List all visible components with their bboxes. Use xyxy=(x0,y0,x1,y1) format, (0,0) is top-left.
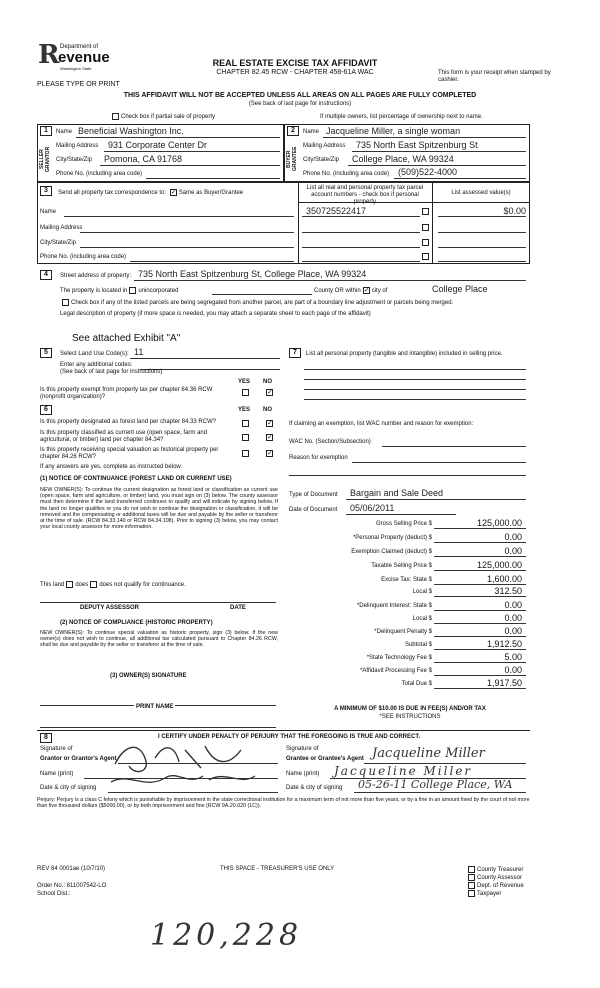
buyer-name[interactable]: Jacqueline Miller, a single woman xyxy=(326,126,461,136)
deputy-assessor-label: DEPUTY ASSESSOR xyxy=(80,605,140,611)
logo-sub: Washington State xyxy=(60,66,92,71)
amount-value[interactable]: 125,000.00 xyxy=(476,560,522,570)
copy-label: County Treasurer xyxy=(477,867,524,874)
section-8-number: 8 xyxy=(40,733,52,743)
grantee-sig-of-label: Signature of xyxy=(286,746,319,752)
historic-no-checkbox[interactable] xyxy=(266,450,273,457)
copy-label: County Assessor xyxy=(477,875,523,882)
buyer-phone[interactable]: (509)522-4000 xyxy=(398,167,458,177)
unincorporated-checkbox[interactable] xyxy=(129,287,136,294)
parcel-header: List all real and personal property tax parcel account numbers - check box if personal xyxy=(306,185,424,198)
amount-label: Local $ xyxy=(412,589,432,595)
amount-value[interactable]: 312.50 xyxy=(494,586,522,596)
property-city[interactable]: College Place xyxy=(432,284,488,294)
section-2-number: 2 xyxy=(287,126,299,136)
multiple-owners-note: If multiple owners, list percentage of ownership next to name. xyxy=(320,114,483,120)
s6-no-header: NO xyxy=(263,407,272,413)
grantee-signature: Jacqueline Miller xyxy=(372,746,485,761)
print-name-label: PRINT NAME xyxy=(136,704,174,710)
if-yes-note: If any answers are yes, complete as instructed below. xyxy=(40,464,183,470)
amount-label: Taxable Selling Price $ xyxy=(371,563,432,569)
segregated-label: Check box if any of the listed parcels are being segregated from another parcel, are part of a boundary line adjustment or parcels being merged. xyxy=(71,300,454,307)
amount-label: Exemption Claimed (deduct) $ xyxy=(351,549,432,555)
see-back-line: (See back of last page for instructions) xyxy=(248,101,352,107)
document-type[interactable]: Bargain and Sale Deed xyxy=(350,488,444,498)
seller-side-label: SELLER GRANTOR xyxy=(39,146,51,172)
treasurer-space: THIS SPACE - TREASURER'S USE ONLY xyxy=(220,866,335,872)
amount-value[interactable]: 125,000.00 xyxy=(476,518,522,528)
copy-checkbox[interactable] xyxy=(468,874,475,881)
exempt-yes-checkbox[interactable] xyxy=(242,389,249,396)
section-5-number: 5 xyxy=(40,348,52,358)
amount-label: Subtotal $ xyxy=(404,642,432,648)
located-label: The property is located in xyxy=(60,288,128,295)
copy-checkbox[interactable] xyxy=(468,890,475,897)
amount-label: *Delinquent Interest: State $ xyxy=(356,603,432,609)
does-checkbox[interactable] xyxy=(66,581,73,588)
logo-r: R xyxy=(38,40,60,70)
s5-no-header: NO xyxy=(263,379,272,385)
amount-value[interactable]: 0.00 xyxy=(504,546,522,556)
forest-question: Is this property designated as forest land per chapter 84.33 RCW? xyxy=(40,419,217,425)
does-not-checkbox[interactable] xyxy=(90,581,97,588)
s3-name-label: Name xyxy=(40,209,57,215)
current-use-no-checkbox[interactable] xyxy=(266,434,273,441)
amount-label: Excise Tax: State $ xyxy=(381,577,432,583)
seller-city[interactable]: Pomona, CA 91768 xyxy=(104,154,183,164)
seller-phone-label: Phone No. (including area code) xyxy=(56,171,143,177)
amount-label: *Delinquent Penalty $ xyxy=(374,629,432,635)
seller-name[interactable]: Beneficial Washington Inc. xyxy=(78,126,184,136)
owner-signature-label: (3) OWNER(S) SIGNATURE xyxy=(110,673,187,679)
wac-label: WAC No. (Section/Subsection) xyxy=(289,439,371,445)
grantor-agent-label: Grantor or Grantor's Agent xyxy=(40,756,117,762)
city-of-checkbox[interactable] xyxy=(363,287,370,294)
dor-logo xyxy=(36,40,126,74)
handwritten-note: 120,228 xyxy=(150,918,303,953)
assessed-header: List assessed value(s) xyxy=(451,190,511,196)
notice-continuance-title: (1) NOTICE OF CONTINUANCE (FOREST LAND OR CURRENT USE) xyxy=(40,476,232,482)
certify-statement: I CERTIFY UNDER PENALTY OF PERJURY THAT THE FOREGOING IS TRUE AND CORRECT. xyxy=(158,734,421,740)
copy-item xyxy=(466,882,524,890)
notice-continuance-body: NEW OWNER(S): To continue the current designation as forest land or classification as current use (open space, farm and agriculture, or timber) land, you must sign on (3) below. The county assessor must then determine if the land transferred continues to qualify and will indicate by signing below. If the land no longer qualifies or you do not wish to continue the designation or classification, it will be removed and the compensating or additional taxes will be due and payable by the seller or transferor at the time of sale. (RCW 84.33.140 or RCW 84.34.108). Prior to signing (3) below, you may contact your local county assessor for more information. xyxy=(40,487,278,531)
send-label: Send all property tax correspondence to: xyxy=(58,190,167,197)
notice-compliance-title: (2) NOTICE OF COMPLIANCE (HISTORIC PROPERTY) xyxy=(60,620,213,626)
parcel-number[interactable]: 350725522417 xyxy=(306,206,367,216)
land-use-code[interactable]: 11 xyxy=(134,347,144,357)
s6-yes-header: YES xyxy=(238,407,251,413)
legal-description[interactable]: See attached Exhibit "A" xyxy=(72,333,181,344)
amount-label: *State Technology Fee $ xyxy=(366,655,432,661)
buyer-address-label: Mailing Address xyxy=(303,143,346,149)
amount-value[interactable]: 0.00 xyxy=(504,665,522,675)
s3-phone-label: Phone No. (including area code) xyxy=(40,254,127,260)
copy-item xyxy=(466,890,524,898)
parcel-1-personal-checkbox[interactable] xyxy=(422,208,429,215)
section-7-number: 7 xyxy=(289,348,301,358)
deputy-date-label: DATE xyxy=(230,605,246,611)
amount-label: Gross Selling Price $ xyxy=(375,521,432,527)
amount-label: *Affidavit Processing Fee $ xyxy=(360,668,432,674)
city-of-label: city of xyxy=(371,288,388,295)
amount-value[interactable]: 1,912.50 xyxy=(486,639,522,649)
rev-number: REV 84 0001ae (10/7/10) xyxy=(37,866,106,872)
partial-sale xyxy=(110,113,215,121)
located-line xyxy=(60,287,178,295)
grantee-name-print[interactable]: Jacqueline Miller xyxy=(334,764,473,778)
segregated-line xyxy=(60,299,530,307)
historic-question: Is this property receiving special valuation as historical property per chapter 84.26 RCW? xyxy=(40,447,219,460)
grantor-sig-of-label: Signature of xyxy=(40,746,73,752)
buyer-name-label: Name xyxy=(303,129,320,135)
street-label: Street address of property: xyxy=(60,273,132,279)
current-use-question: Is this property classified as current use (open space, farm and agricultural, or timber) land per chapter 84.34? xyxy=(40,430,208,443)
buyer-phone-label: Phone No. (including area code) xyxy=(303,171,390,177)
school-district: School Dist.: xyxy=(37,891,71,897)
grantor-name-label: Name (print) xyxy=(40,771,74,777)
seller-address-label: Mailing Address xyxy=(56,143,99,149)
amount-value[interactable]: 0.00 xyxy=(504,613,522,623)
chapter-line: CHAPTER 82.45 RCW - CHAPTER 458-61A WAC xyxy=(216,69,374,76)
copy-label: Dept. of Revenue xyxy=(477,883,524,890)
amount-value[interactable]: 5.00 xyxy=(504,652,522,662)
amount-value[interactable]: 1,600.00 xyxy=(486,574,522,584)
does-not-label: does not qualify for continuance. xyxy=(99,582,186,589)
logo-department: Department of xyxy=(60,44,99,50)
type-or-print: PLEASE TYPE OR PRINT xyxy=(37,81,120,88)
send-correspondence xyxy=(58,189,243,197)
partial-sale-checkbox[interactable] xyxy=(112,113,119,120)
amount-label: Total Due $ xyxy=(401,681,432,687)
same-as-buyer-checkbox[interactable] xyxy=(170,189,177,196)
buyer-address[interactable]: 735 North East Spitzenburg St xyxy=(356,140,478,150)
property-street[interactable]: 735 North East Spitzenburg St, College Place, WA 99324 xyxy=(138,269,367,279)
s3-city-label: City/State/Zip xyxy=(40,240,77,246)
exempt-no-checkbox[interactable] xyxy=(266,389,273,396)
grantor-date-label: Date & city of signing xyxy=(40,785,97,791)
section-3-number: 3 xyxy=(40,186,52,196)
exempt-question: Is this property exempt from property tax per chapter 84.36 RCW (nonprofit organization)? xyxy=(40,387,213,400)
document-type-label: Type of Document xyxy=(289,492,338,498)
amount-value[interactable]: 1,917.50 xyxy=(486,678,522,688)
parcel-4-personal-checkbox[interactable] xyxy=(422,253,429,260)
perjury-notice: Perjury: Perjury is a class C felony which is punishable by imprisonment in the state correctional institution for a maximum term of not more than five years, or by a fine in an amount fixed by the court of not more than five thousand dollars ($5000.00), or by both imprisonment and fine (RCW 9A.20.020 (1C)). xyxy=(37,797,530,810)
parcel-3-personal-checkbox[interactable] xyxy=(422,239,429,246)
copy-checkbox[interactable] xyxy=(468,866,475,873)
grantee-name-label: Name (print) xyxy=(286,771,320,777)
forest-yes-checkbox[interactable] xyxy=(242,420,249,427)
warning-line: THIS AFFIDAVIT WILL NOT BE ACCEPTED UNLESS ALL AREAS ON ALL PAGES ARE FULLY COMPLETED xyxy=(123,92,477,99)
this-land-label: This land xyxy=(40,582,65,589)
parcel-2-personal-checkbox[interactable] xyxy=(422,224,429,231)
notice-compliance-body: NEW OWNER(S): To continue special valuation as historic property, sign (3) below. If the new owner(s) does not wish to continue, all additional tax calculated pursuant to Chapter 84.26 RCW, shall be due and payable by the seller or transferor at the time of sale. xyxy=(40,630,278,649)
land-use-label: Select Land Use Code(s): xyxy=(60,351,129,357)
logo-wordmark: evenue xyxy=(58,49,110,66)
buyer-side-label: BUYER GRANTEE xyxy=(286,146,298,172)
document-date-label: Date of Document xyxy=(289,507,338,513)
reason-label: Reason for exemption xyxy=(289,455,348,461)
buyer-city-label: City/State/Zip xyxy=(303,157,340,163)
personal-property-label: List all personal property (tangible and intangible) included in selling price. xyxy=(306,351,503,357)
buyer-city[interactable]: College Place, WA 99324 xyxy=(352,154,454,164)
grantee-date-label: Date & city of signing xyxy=(286,785,343,791)
seller-address[interactable]: 931 Corporate Center Dr xyxy=(108,140,208,150)
amount-value[interactable]: 0.00 xyxy=(504,626,522,636)
s3-address-label: Mailing Address xyxy=(40,225,83,231)
exemption-label: If claiming an exemption, list WAC number and reason for exemption: xyxy=(289,421,474,427)
s5-yes-header: YES xyxy=(238,379,251,385)
order-number: Order No.: 811007542-LO xyxy=(37,883,107,889)
current-use-yes-checkbox[interactable] xyxy=(242,434,249,441)
copy-item xyxy=(466,866,524,874)
grantee-date-city[interactable]: 05-26-11 College Place, WA xyxy=(358,778,513,791)
amount-value[interactable]: 0.00 xyxy=(504,532,522,542)
same-as-buyer-label: Same as Buyer/Grantee xyxy=(178,190,244,197)
amount-label: *Personal Property (deduct) $ xyxy=(352,535,432,541)
county-label: County OR within xyxy=(314,288,361,295)
copy-item xyxy=(466,874,524,882)
forest-no-checkbox[interactable] xyxy=(266,420,273,427)
assessed-value[interactable]: $0.00 xyxy=(503,206,526,216)
continuance-line xyxy=(40,581,186,589)
historic-yes-checkbox[interactable] xyxy=(242,450,249,457)
unincorporated-label: unincorporated xyxy=(138,288,179,295)
partial-sale-label: Check box if partial sale of property xyxy=(121,114,216,121)
additional-codes-label: Enter any additional codes: xyxy=(60,362,133,368)
legal-description-label: Legal description of property (if more space is needed, you may attach a separate sheet to each page of the affidavit) xyxy=(60,311,371,317)
grantor-signature xyxy=(105,736,265,798)
does-label: does xyxy=(75,582,89,589)
section-5-see-back: (See back of last page for instructions) xyxy=(60,369,163,375)
amount-value[interactable]: 0.00 xyxy=(504,600,522,610)
copy-distribution xyxy=(466,866,524,898)
county-line xyxy=(314,287,387,295)
see-instructions: *SEE INSTRUCTIONS xyxy=(379,714,441,720)
grantee-agent-label: Grantee or Grantee's Agent xyxy=(286,756,364,762)
segregated-checkbox[interactable] xyxy=(62,299,69,306)
seller-name-label: Name xyxy=(56,129,73,135)
section-6-number: 6 xyxy=(40,405,52,415)
page-title: REAL ESTATE EXCISE TAX AFFIDAVIT xyxy=(212,58,378,68)
section-4-number: 4 xyxy=(40,270,52,280)
document-date[interactable]: 05/06/2011 xyxy=(350,503,395,513)
copy-checkbox[interactable] xyxy=(468,882,475,889)
seller-city-label: City/State/Zip xyxy=(56,157,93,163)
amount-label: Local $ xyxy=(412,616,432,622)
minimum-note: A MINIMUM OF $10.00 IS DUE IN FEE(S) AND/OR TAX xyxy=(334,706,486,712)
section-1-number: 1 xyxy=(40,126,52,136)
receipt-note: This form is your receipt when stamped by cashier. xyxy=(438,70,551,83)
copy-label: Taxpayer xyxy=(477,891,502,898)
